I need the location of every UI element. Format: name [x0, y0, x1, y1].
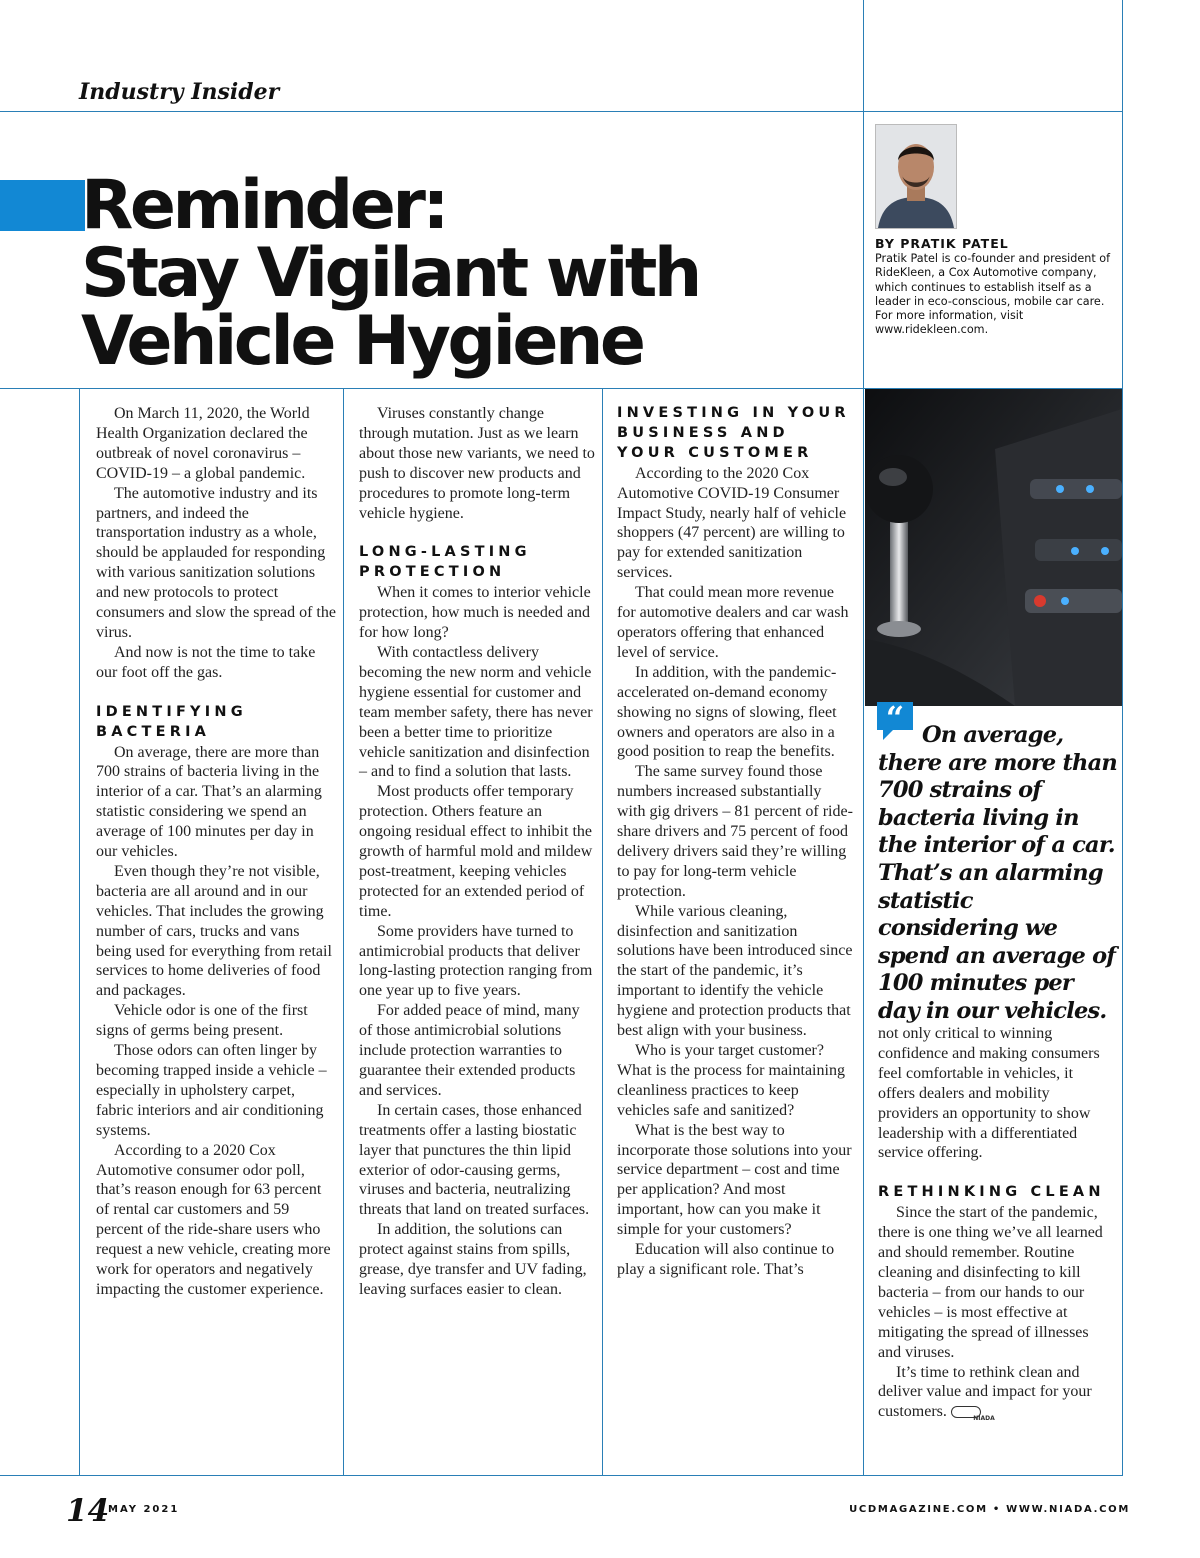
- paragraph: While various cleaning, disinfection and sanitization solutions have been introduced since the start of the pandemic, it’s important to identify the vehicle hygiene and protection products that best align with your business.: [617, 902, 853, 1040]
- paragraph: Some providers have turned to antimicrobial products that deliver long-lasting protection ranging from one year up to five years.: [359, 922, 593, 1000]
- author-bio: Pratik Patel is co-founder and president of RideKleen, a Cox Automotive company, which continues to establish itself as a leader in eco-conscious, mobile car care. For more information, visit www.ridekleen.com.: [875, 252, 1111, 337]
- paragraph: In addition, with the pandemic-accelerated on-demand economy showing no signs of slowing, fleet owners and operators are also in a good position to reap the benefits.: [617, 663, 837, 761]
- website-urls: UCDMAGAZINE.COM • WWW.NIADA.COM: [849, 1504, 1130, 1515]
- subhead-rethinking-clean: RETHINKING CLEAN: [878, 1184, 1105, 1201]
- paragraph: On March 11, 2020, the World Health Organization declared the outbreak of novel coronavirus – COVID-19 – a global pandemic.: [96, 405, 310, 482]
- paragraph: Even though they’re not visible, bacteria are all around and in our vehicles. That includes the growing number of cars, trucks and vans being used for everything from retail services to home deliveries of food and packages.: [96, 862, 332, 1000]
- article-column-4: [878, 1024, 1114, 1422]
- subhead-investing: INVESTING IN YOUR BUSINESS AND YOUR CUSTOMER: [617, 405, 850, 461]
- article-column-1: [96, 404, 336, 1300]
- paragraph: According to a 2020 Cox Automotive consumer odor poll, that’s reason enough for 63 percent of rental car customers and 59 percent of the ride-share users who request a new vehicle, creating more work for operators and negatively impacting the customer experience.: [96, 1141, 331, 1298]
- pull-quote: [878, 722, 1118, 1026]
- paragraph: Vehicle odor is one of the first signs of germs being present.: [96, 1002, 308, 1040]
- paragraph: Most products offer temporary protection. Others feature an ongoing residual effect to inhibit the growth of harmful mold and mildew post-treatment, keeping vehicles protected for an extended period of time.: [359, 783, 593, 920]
- right-edge-rule: [1122, 0, 1123, 1476]
- top-rule: [0, 111, 1122, 112]
- paragraph: That could mean more revenue for automotive dealers and car wash operators offering that enhanced level of service.: [617, 584, 849, 661]
- issue-date: MAY 2021: [108, 1504, 180, 1515]
- column-divider-2: [343, 388, 344, 1476]
- article-column-3: [617, 404, 853, 1280]
- page-number: 14: [66, 1493, 110, 1529]
- paragraph: Education will also continue to play a significant role. That’s: [617, 1241, 835, 1278]
- paragraph: For added peace of mind, many of those antimicrobial solutions include protection warranties to guarantee their extended products and services.: [359, 1002, 580, 1099]
- end-mark-text: NIADA: [973, 1414, 995, 1422]
- paragraph: not only critical to winning confidence and making consumers feel comfortable in vehicles, it offers dealers and mobility providers an opportunity to show leadership with a differentiated service offering.: [878, 1025, 1100, 1162]
- paragraph: Viruses constantly change through mutation. Just as we learn about those new variants, we need to push to discover new products and procedures to promote long-term vehicle hygiene.: [359, 405, 595, 522]
- car-interior-photo: [865, 389, 1122, 706]
- headline: [81, 166, 851, 381]
- headline-line: Vehicle Hygiene: [81, 302, 643, 381]
- headline-line: Stay Vigilant with: [81, 234, 699, 313]
- niada-end-mark-icon: [951, 1406, 995, 1422]
- paragraph: In addition, the solutions can protect against stains from spills, grease, dye transfer and UV fading, leaving surfaces easier to clean.: [359, 1221, 587, 1298]
- column-divider-1: [79, 388, 80, 1476]
- paragraph: What is the best way to incorporate those solutions into your service department – cost and time per application? And most important, how can you make it simple for your customers?: [617, 1121, 852, 1239]
- section-label: Industry Insider: [79, 79, 280, 105]
- paragraph: In certain cases, those enhanced treatments offer a lasting biostatic layer that punctures the thin lipid exterior of odor-causing germs, viruses and bacteria, neutralizing threats that land on treated surfaces.: [359, 1101, 590, 1219]
- pull-quote-text: there are more than 700 strains of bacteria living in the interior of a car. That’s an alarming statistic considering we spend an average of 100 minutes per day in our vehicles.: [878, 749, 1117, 1024]
- paragraph: Who is your target customer? What is the process for maintaining cleanliness practices to keep vehicles safe and sanitized?: [617, 1042, 845, 1119]
- paragraph: According to the 2020 Cox Automotive COVID-19 Consumer Impact Study, nearly half of vehicle shoppers (47 percent) are willing to pay for extended sanitization services.: [617, 464, 847, 582]
- paragraph: Since the start of the pandemic, there is one thing we’ve all learned and should remember. Routine cleaning and disinfecting to kill bacteria – from our hands to our vehicles – is most effective at mitigating the spread of illnesses and viruses.: [878, 1204, 1103, 1361]
- paragraph: With contactless delivery becoming the new norm and vehicle hygiene essential for customer and team member safety, there has never been a better time to prioritize vehicle sanitization and disinfection – and to find a solution that lasts.: [359, 643, 593, 781]
- subhead-long-lasting-protection: LONG-LASTING PROTECTION: [359, 544, 531, 581]
- paragraph: Those odors can often linger by becoming trapped inside a vehicle – especially in upholstery carpet, fabric interiors and air conditioning systems.: [96, 1042, 327, 1139]
- author-byline: BY PRATIK PATEL: [875, 236, 1009, 251]
- svg-text:“: “: [885, 699, 905, 737]
- paragraph: The automotive industry and its partners, and indeed the transportation industry as a whole, should be applauded for responding with various sanitization solutions and new protocols to protect consumers and slow the spread of the virus.: [96, 484, 336, 641]
- subhead-identifying-bacteria: IDENTIFYING BACTERIA: [96, 703, 247, 740]
- headline-line: Reminder:: [81, 166, 447, 245]
- paragraph: The same survey found those numbers increased substantially with gig drivers – 81 percent of ride-share drivers and 75 percent of food delivery drivers said they’re willing to pay for long-term vehicle protection.: [617, 763, 853, 900]
- footer-rule: [0, 1475, 1122, 1476]
- accent-block: [0, 180, 85, 231]
- closing-text: It’s time to rethink clean and deliver value and impact for your customers.: [878, 1363, 1092, 1421]
- paragraph: And now is not the time to take our foot off the gas.: [96, 643, 316, 681]
- paragraph: On average, there are more than 700 strains of bacteria living in the interior of a car. That’s an alarming statistic considering we spend an average of 100 minutes per day in our vehicles.: [96, 743, 322, 861]
- pull-quote-lead: On average,: [922, 722, 1064, 748]
- author-photo: [875, 124, 957, 229]
- paragraph: When it comes to interior vehicle protection, how much is needed and for how long?: [359, 584, 591, 642]
- article-column-2: [359, 404, 595, 1300]
- column-divider-3: [602, 388, 603, 1476]
- sidebar-divider: [863, 0, 864, 1476]
- paragraph: [878, 1363, 1114, 1423]
